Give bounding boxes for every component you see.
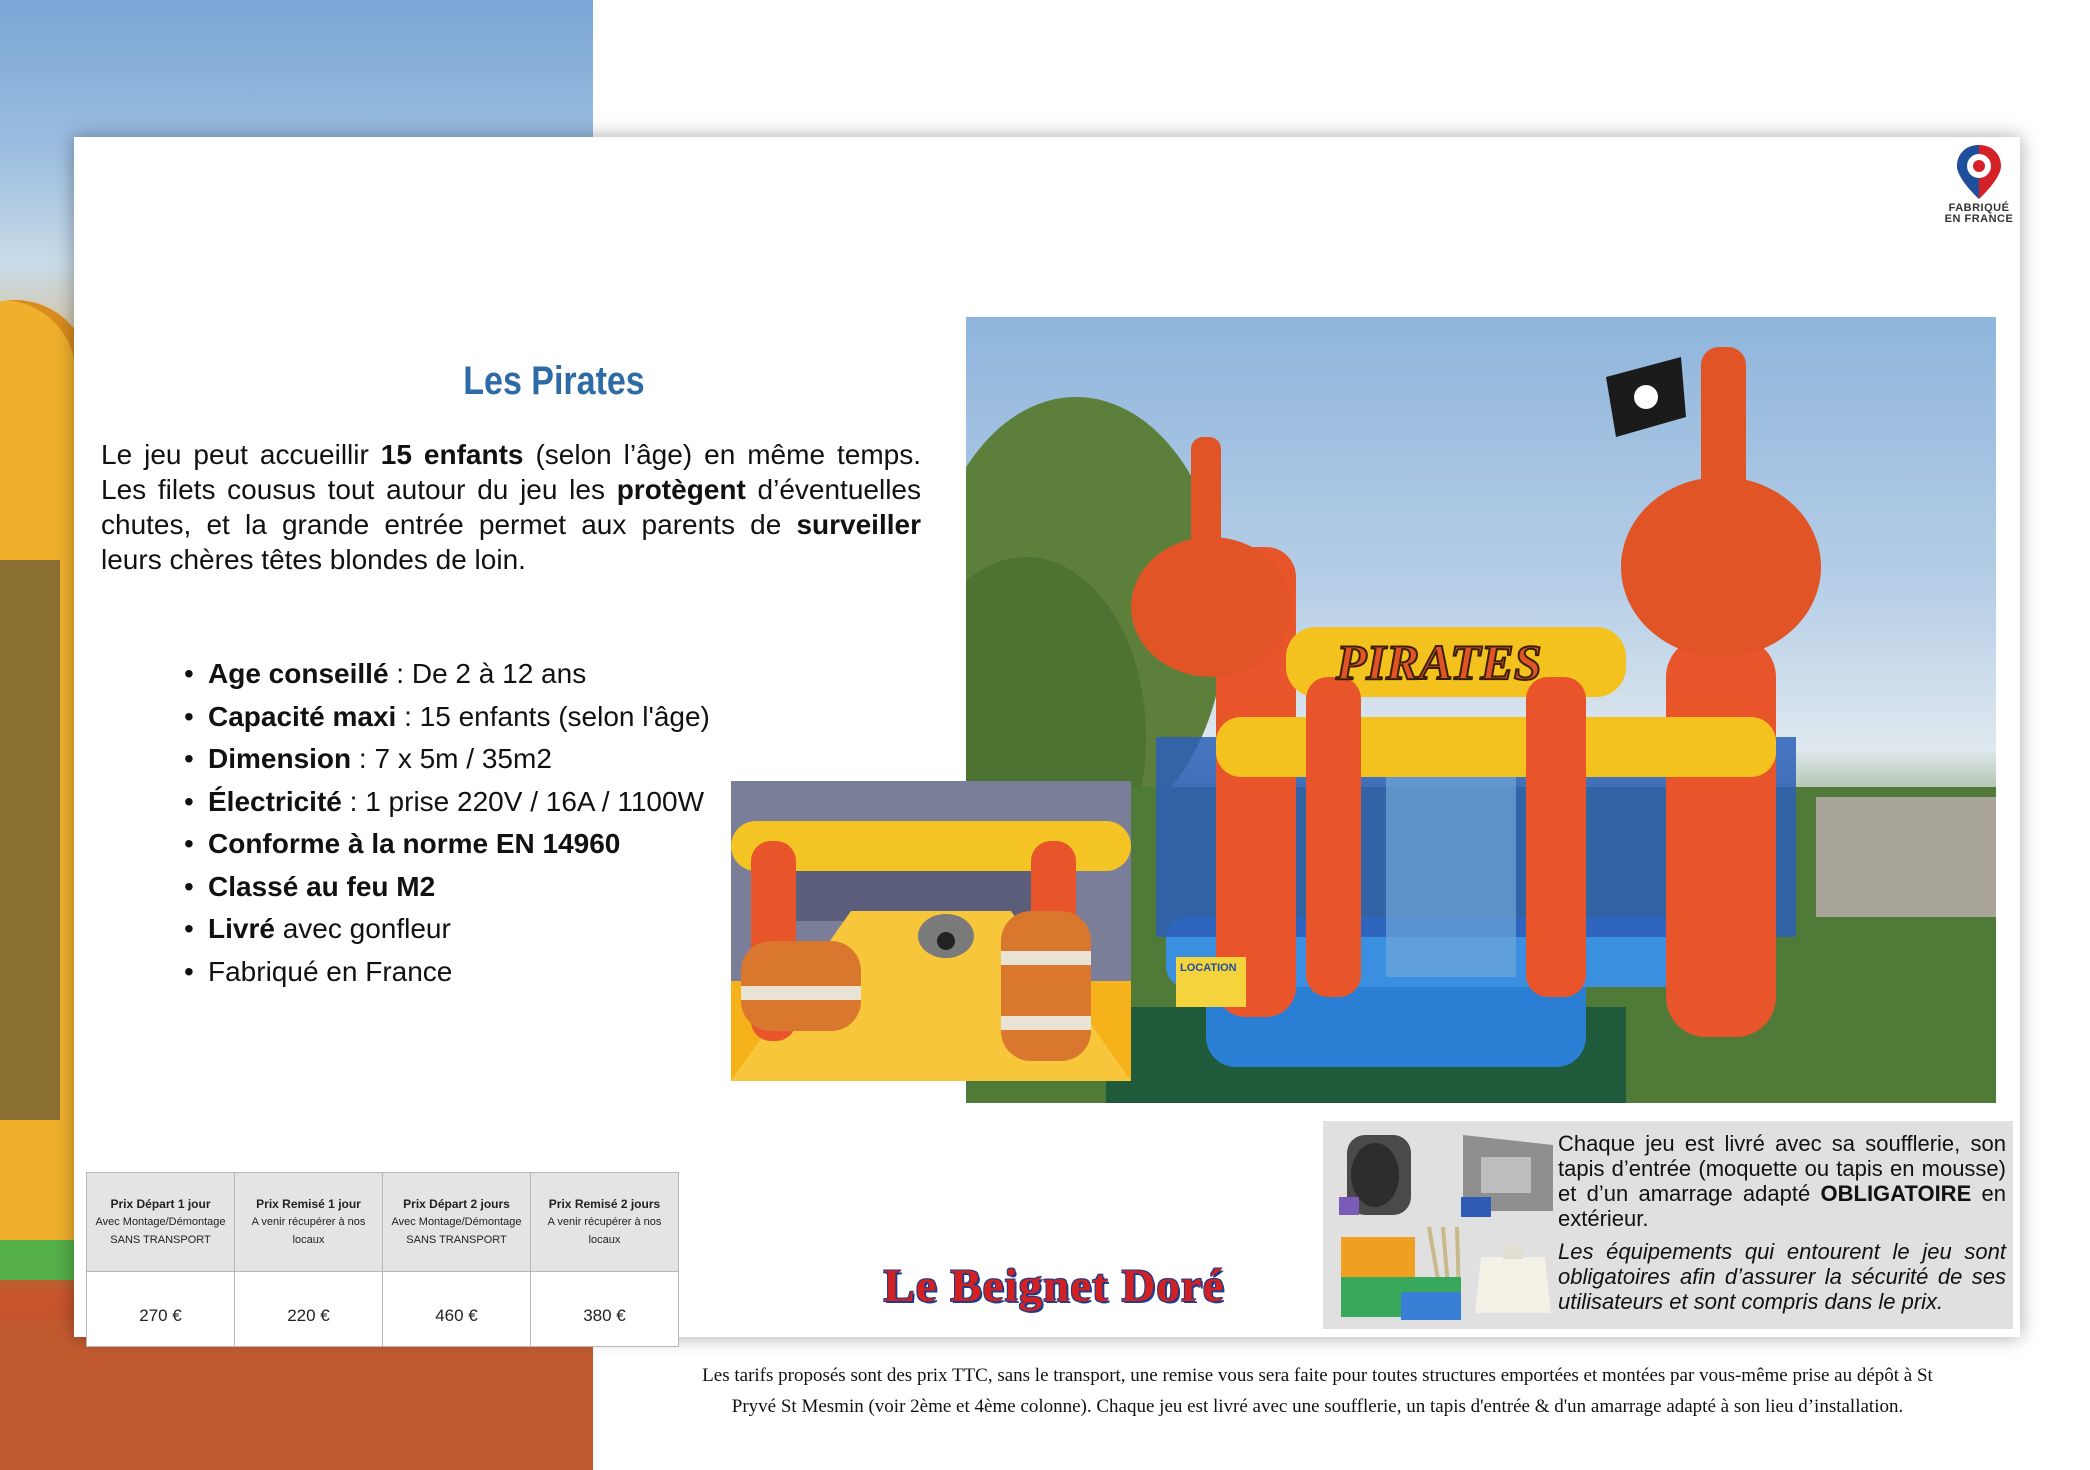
feature-key: Conforme à la norme EN 14960 (208, 828, 621, 859)
price-table-value-row (87, 1272, 679, 1347)
price-table-header-row (87, 1173, 679, 1272)
equipment-box (1323, 1121, 2013, 1329)
badge-label-1: FABRIQUÉ (1948, 202, 2010, 214)
price-column-subtitle: A venir récupérer à nos locaux (547, 1216, 662, 1246)
product-sheet (74, 137, 2020, 1337)
equipment-mandatory: OBLIGATOIRE (1820, 1181, 1972, 1206)
product-photo-interior (731, 781, 1131, 1081)
brand-logo: Le Beignet Doré (883, 1260, 1225, 1312)
description-text: leurs chères têtes blondes de loin. (101, 544, 526, 575)
feature-key: Dimension (208, 743, 352, 774)
feature-value: Fabriqué en France (208, 955, 453, 987)
description-text: Le jeu peut accueillir (101, 439, 381, 470)
feature-value: : De 2 à 12 ans (388, 658, 587, 689)
equipment-images (1331, 1127, 1563, 1323)
price-header-cell (383, 1173, 531, 1272)
fabrique-en-france-badge (1934, 141, 2024, 261)
product-description (101, 437, 921, 577)
equipment-text (1558, 1131, 2006, 1314)
feature-item (184, 866, 764, 909)
location-sign-text: LOCATION (1180, 962, 1237, 974)
description-bold: protègent (616, 474, 746, 505)
description-bold: surveiller (796, 509, 921, 540)
feature-item (184, 738, 764, 781)
equipment-icon (1331, 1127, 1563, 1323)
price-column-subtitle: A venir récupérer à nos locaux (251, 1216, 366, 1246)
map-pin-icon (1949, 141, 2009, 203)
product-title: Les Pirates (463, 359, 645, 403)
pricing-footnote (610, 1360, 2025, 1422)
price-value: 270 € (87, 1272, 235, 1347)
price-table (86, 1172, 679, 1347)
feature-value: : 1 prise 220V / 16A / 1100W (341, 785, 704, 817)
description-bold: 15 enfants (380, 439, 524, 470)
feature-item (184, 823, 764, 866)
feature-key: Capacité maxi (208, 700, 397, 732)
pirates-banner-text: PIRATES (1336, 634, 1542, 690)
feature-key: Classé au feu M2 (208, 870, 436, 902)
price-value: 380 € (531, 1272, 679, 1347)
price-value: 220 € (235, 1272, 383, 1347)
badge-label-2: EN FRANCE (1944, 213, 2014, 225)
feature-key: Livré (208, 913, 275, 944)
price-column-title: Prix Remisé 2 jours (548, 1197, 661, 1211)
description-text: d’éventuelles chutes, et la grande entrée permet aux parents de (101, 474, 921, 540)
feature-list (184, 653, 764, 993)
price-column-subtitle: SANS TRANSPORT (110, 1234, 211, 1246)
price-header-cell (531, 1173, 679, 1272)
equipment-description (1558, 1131, 2006, 1231)
interior-illustration (731, 781, 1131, 1081)
footnote-line-1: Les tarifs proposés sont des prix TTC, sans le transport, une remise vous sera faite pour toutes structures emportées et montées par vous-même prise au dépôt à St (702, 1365, 1933, 1386)
price-column-subtitle: Avec Montage/Démontage (391, 1216, 522, 1228)
feature-value: : 7 x 5m / 35m2 (351, 743, 552, 774)
feature-key: Électricité (208, 785, 342, 817)
background-shadow (0, 560, 60, 1120)
price-value: 460 € (383, 1272, 531, 1347)
price-header-cell (87, 1173, 235, 1272)
feature-value: avec gonfleur (274, 913, 451, 944)
feature-item (184, 908, 764, 951)
price-column-title: Prix Remisé 1 jour (256, 1197, 361, 1211)
feature-value: : 15 enfants (selon l'âge) (396, 700, 710, 732)
equipment-text-part: Chaque jeu est livré avec sa soufflerie, son tapis d’entrée (moquette ou tapis en mousse) et d’un amarrage adapté (1558, 1131, 2006, 1206)
price-column-subtitle: Avec Montage/Démontage (95, 1216, 226, 1228)
equipment-text-part: en extérieur. (1558, 1181, 2006, 1231)
feature-item (184, 653, 764, 696)
feature-item (184, 951, 764, 994)
footnote-line-2: Pryvé St Mesmin (voir 2ème et 4ème colonne). Chaque jeu est livré avec une soufflerie, un tapis d'entrée & d'un amarrage adapté à son lieu d’installation. (731, 1396, 1904, 1417)
feature-key: Age conseillé (208, 658, 389, 689)
price-column-subtitle: SANS TRANSPORT (406, 1234, 507, 1246)
description-text: (selon l’âge) en même temps. Les filets cousus tout autour du jeu les (101, 439, 922, 505)
feature-item (184, 781, 764, 824)
equipment-note: Les équipements qui entourent le jeu sont obligatoires afin d’assurer la sécurité de ses utilisateurs et sont compris dans le prix. (1558, 1239, 2006, 1314)
price-header-cell (235, 1173, 383, 1272)
feature-item (184, 696, 764, 739)
price-column-title: Prix Départ 1 jour (110, 1197, 211, 1211)
price-column-title: Prix Départ 2 jours (403, 1197, 510, 1211)
